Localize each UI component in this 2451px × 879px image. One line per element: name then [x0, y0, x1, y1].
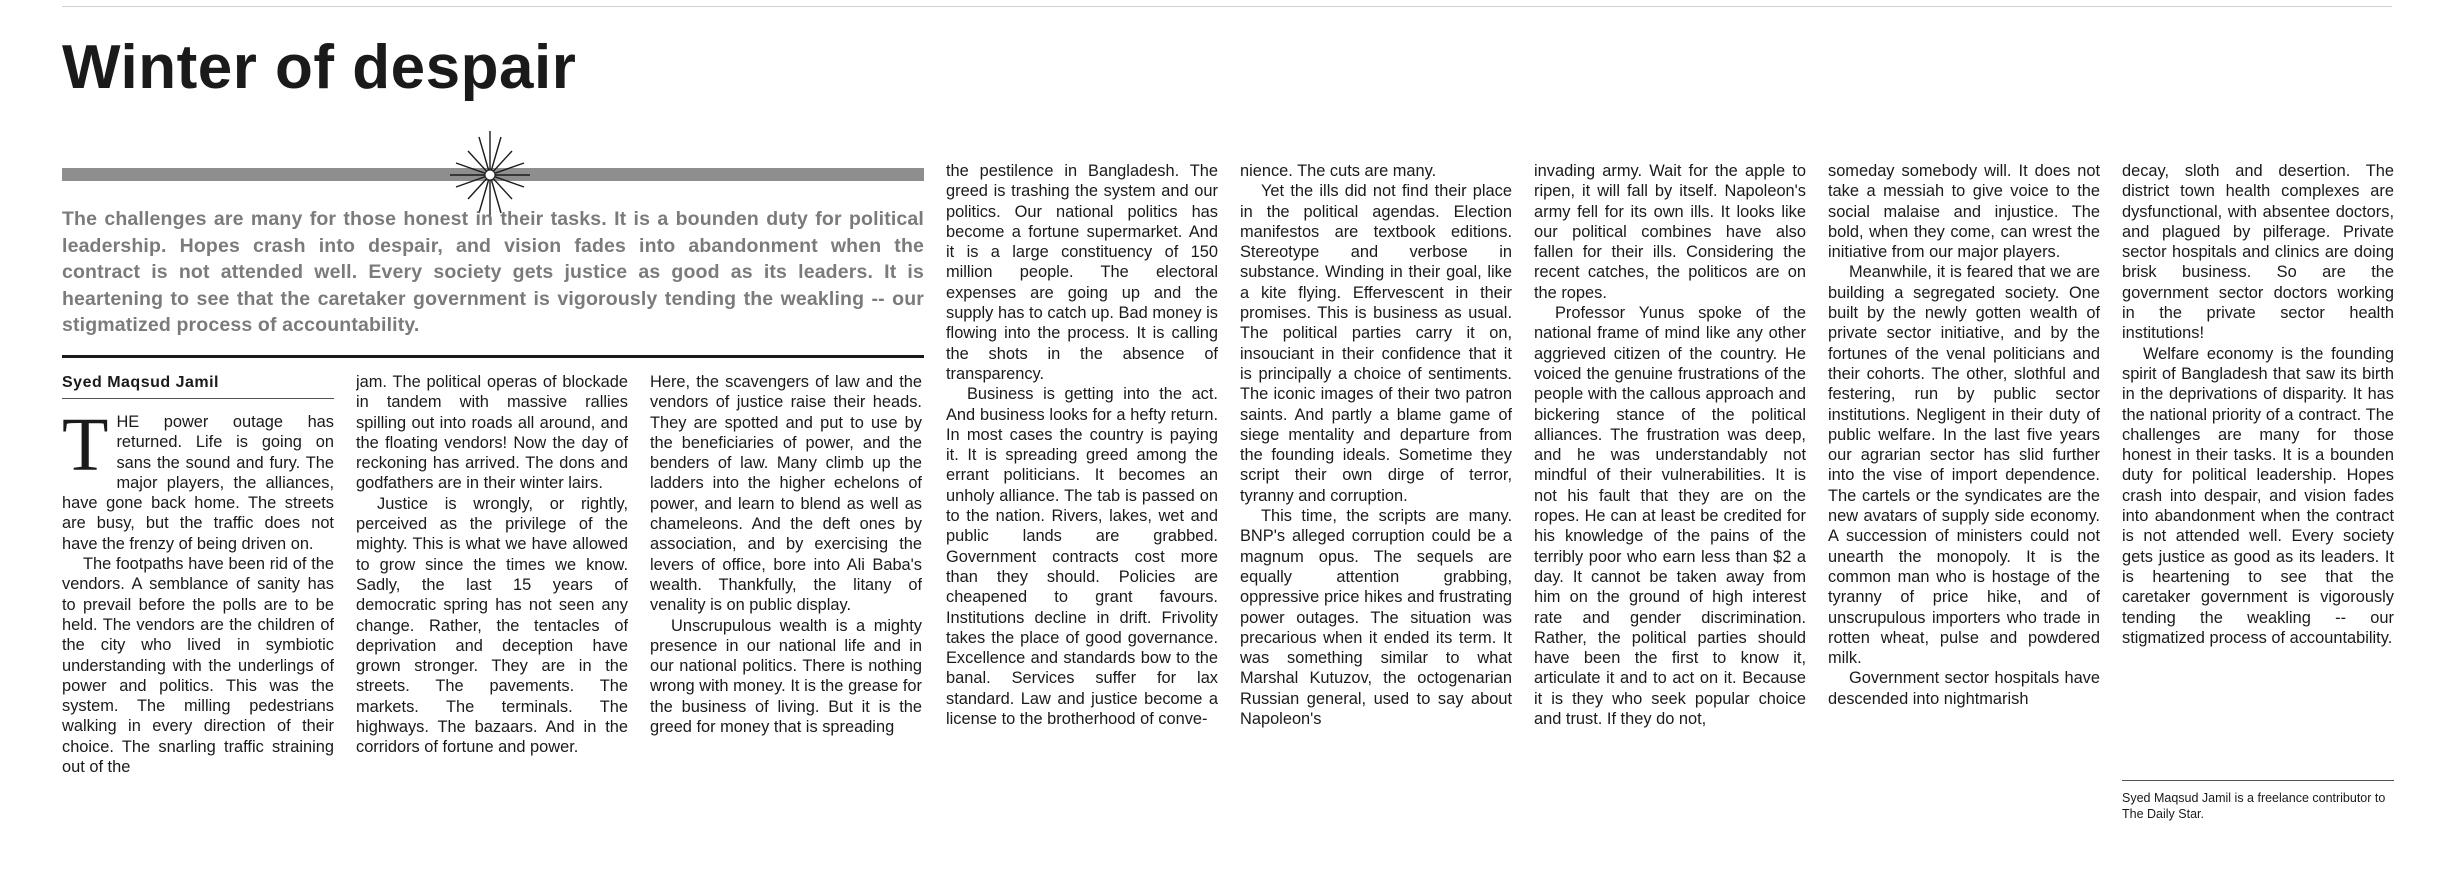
- paragraph: decay, sloth and desertion. The district town health complexes are dysfunctional, with absentee doctors, and plagued by pilferage. Private sector hospitals and clinics are doing brisk business. So are the government sector doctors working in the private sector health institutions!: [2122, 162, 2394, 343]
- text-column-7: [1828, 161, 2100, 832]
- paragraph: the pestilence in Bangladesh. The greed is trashing the system and our politics. Our national politics has become a fortune supermarket. And it is a large constituency of 150 million people. The electoral expenses are going up and the supply has to catch up. Bad money is flowing into the process. It is calling the shots in the absence of transparency.: [946, 162, 1218, 383]
- author-note: Syed Maqsud Jamil is a freelance contributor to The Daily Star.: [2122, 791, 2386, 821]
- byline: Syed Maqsud Jamil: [62, 372, 334, 399]
- author-note-rule: [2122, 780, 2394, 781]
- deck-rule: [62, 355, 924, 358]
- text-column-1: [62, 412, 334, 832]
- paragraph: Welfare economy is the founding spirit of Bangladesh that saw its birth in the deprivations of disparity. It has the national priority of a contract. The challenges are many for those honest in their tasks. It is a bounden duty for political leadership. Hopes crash into despair, and vision fades into abandonment when the contract is not attended well. Every society gets justice as good as its leaders. It is heartening to see that the caretaker government is vigorously tending the weakling -- our stigmatized process of accountability.: [2122, 344, 2394, 647]
- paragraph: The footpaths have been rid of the vendors. A semblance of sanity has to prevail before the polls are to be held. The vendors are the children of the city who lived in symbiotic understanding with the underlings of power and politics. This was the system. The milling pedestrians walking in every direction of their choice. The snarling traffic straining out of the: [62, 555, 334, 777]
- drop-cap: T: [62, 412, 109, 487]
- paragraph: jam. The political operas of blockade in tandem with massive rallies spilling out into roads all around, and the floating vendors! Now the day of reckoning has arrived. The dons and godfathers are in their winter lairs.: [356, 373, 628, 493]
- paragraph: someday somebody will. It does not take a messiah to give voice to the social malaise and injustice. The bold, when they come, can wrest the initiative from our major players.: [1828, 162, 2100, 262]
- paragraph: Professor Yunus spoke of the national frame of mind like any other aggrieved citizen of the country. He voiced the genuine frustrations of the people with the callous approach and bickering stance of the political alliances. The frustration was deep, and he was understandably not mindful of their vulnerabilities. It is not his fault that they are on the ropes. He can at least be credited for his knowledge of the pains of the terribly poor who earn less than $2 a day. It cannot be taken away from him on the ground of high interest rate and gender discrimination. Rather, the political parties should have been the first to know it, articulate it and to act on it. Because it is they who seek popular choice and trust. If they do not,: [1534, 304, 1806, 729]
- paragraph: Unscrupulous wealth is a mighty presence in our national life and in our national politics. There is nothing wrong with money. It is the grease for the business of living. But it is the greed for money that is spreading: [650, 616, 922, 737]
- text-column-5: [1240, 161, 1512, 832]
- top-rule: [62, 6, 2392, 7]
- paragraph: Meanwhile, it is feared that we are building a segregated society. One built by the newly gotten wealth of private sector initiative, and by the fortunes of the venal politicians and their cohorts. The other, slothful and festering, run by public sector institutions. Negligent in their duty of public welfare. In the last five years our agrarian sector has slid further into the vise of import dependence. The cartels or the syndicates are the new avatars of supply side economy. A succession of ministers could not unearth the monopoly. It is the common man who is hostage of the tyranny of price hike, and of unscrupulous importers who trade in rotten wheat, pulse and powdered milk.: [1828, 263, 2100, 668]
- paragraph: HE power outage has returned. Life is going on sans the sound and fury. The major players, the alliances, have gone back home. The streets are busy, but the traffic does not have the frenzy of being driven on.: [62, 413, 334, 553]
- text-column-6: [1534, 161, 1806, 832]
- text-column-8: [2122, 161, 2394, 773]
- text-column-4: [946, 161, 1218, 832]
- paragraph: nience. The cuts are many.: [1240, 162, 1437, 180]
- paragraph: Yet the ills did not find their place in the political agendas. Election manifestos are textbook editions. Stereotype and verbose in substance. Winding in their goal, like a kite flying. Effervescent in their promises. This is business as usual. The political parties carry it on, insouciant in their confidence that it is principally a choice of sentiments. The iconic images of their two patron saints. And partly a blame game of siege mentality and departure from the founding ideals. Sometime they script their own dirge of terror, tyranny and corruption.: [1240, 182, 1512, 505]
- paragraph: invading army. Wait for the apple to ripen, it will fall by itself. Napoleon's army fell for its own ills. It looks like our political combines have also fallen for their ills. Considering the recent catches, the politicos are on the ropes.: [1534, 162, 1806, 302]
- article-deck: The challenges are many for those honest in their tasks. It is a bounden duty for political leadership. Hopes crash into despair, and vision fades into abandonment when the contract is not attended well. Every society gets justice as good as its leaders. It is heartening to see that the caretaker government is vigorously tending the weakling -- our stigmatized process of accountability.: [62, 208, 924, 336]
- paragraph: This time, the scripts are many. BNP's alleged corruption could be a magnum opus. The sequels are equally attention grabbing, oppressive price hikes and frustrating power outages. The situation was precarious when it ended its term. It was something similar to what Marshal Kutuzov, the octogenarian Russian general, used to say about Napoleon's: [1240, 507, 1512, 729]
- paragraph: Justice is wrongly, or rightly, perceived as the privilege of the mighty. This is what we have allowed to grow since the times we know. Sadly, the last 15 years of democratic spring has not seen any change. Rather, the tentacles of deprivation and deception have grown stronger. They are in the streets. The pavements. The markets. The terminals. The highways. The bazaars. And in the corridors of fortune and power.: [356, 494, 628, 757]
- text-column-3: [650, 372, 922, 832]
- headline: Winter of despair: [62, 33, 577, 102]
- text-column-2: [356, 372, 628, 832]
- paragraph: Government sector hospitals have descended into nightmarish: [1828, 669, 2100, 708]
- paragraph: Business is getting into the act. And business looks for a hefty return. In most cases the country is paying it. It is spreading greed among the errant politicians. It becomes an unholy alliance. The tab is passed on to the nation. Rivers, lakes, wet and public lands are grabbed. Government contracts cost more than they should. Policies are cheapened to grant favours. Institutions decline in drift. Frivolity takes the place of good governance. Excellence and standards bow to the banal. Services suffer for lax standard. Law and justice become a license to the brotherhood of conve-: [946, 385, 1218, 729]
- paragraph: Here, the scavengers of law and the vendors of justice raise their heads. They are spotted and put to use by the beneficiaries of power, and the benders of law. Many climb up the ladders into the higher echelons of power, and learn to blend as well as chameleons. And the deft ones by association, and by exercising the levers of office, bore into Ali Baba's wealth. Thankfully, the litany of venality is on public display.: [650, 373, 922, 615]
